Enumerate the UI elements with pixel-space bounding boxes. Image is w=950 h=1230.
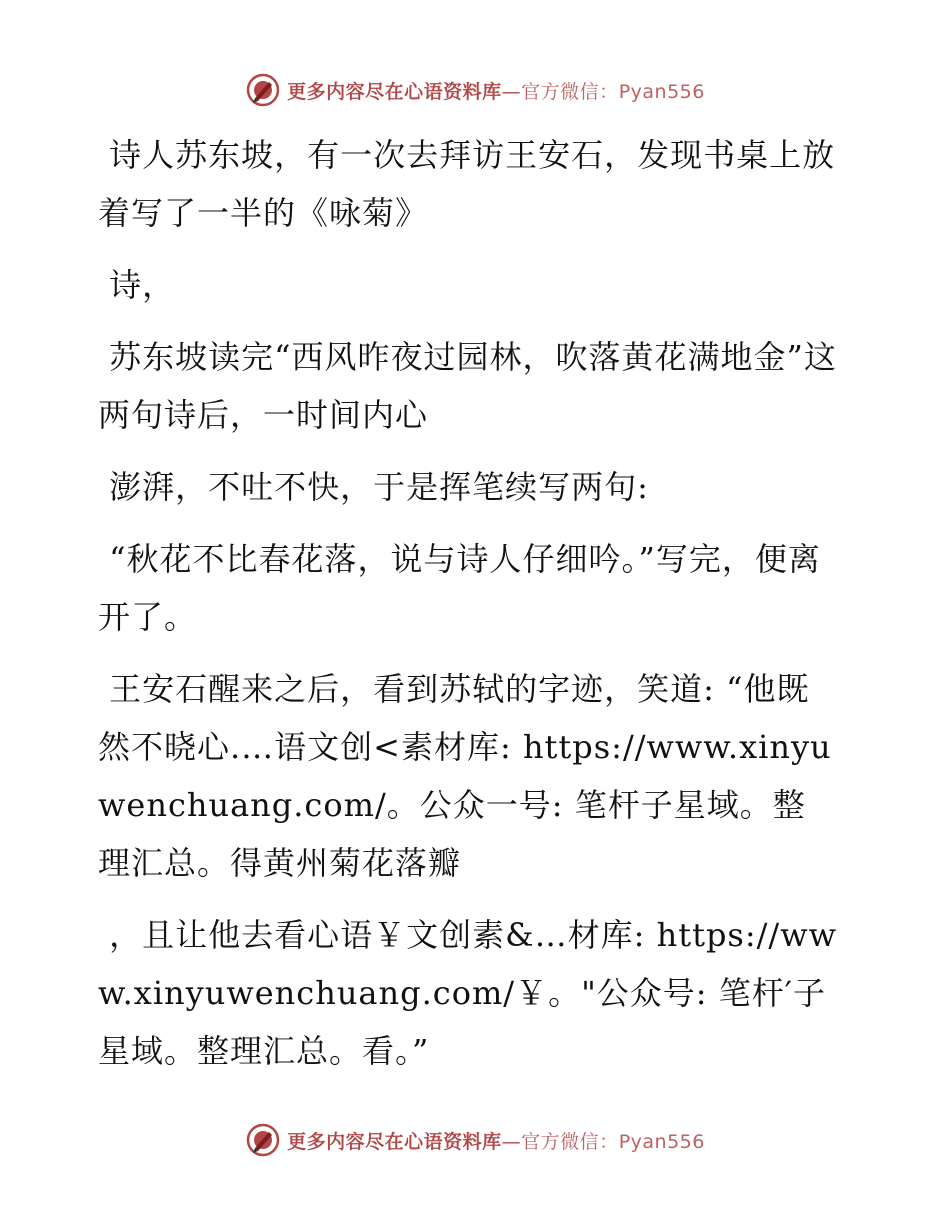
pen-logo-icon <box>245 72 281 108</box>
pen-logo-icon <box>245 1122 281 1158</box>
footer-account: Pyan556 <box>618 1130 705 1153</box>
header-wechat-label: 官方微信： <box>521 80 619 103</box>
header-lead: 更多内容尽在心语资料库 <box>287 80 502 103</box>
paragraph: ，且让他去看心语￥文创素&…材库: https://www.xinyuwenchuang.com/￥。"公众号: 笔杆′子星域。整理汇总。看。” <box>98 916 837 1070</box>
header-dash: — <box>501 80 522 103</box>
paragraph: 澎湃，不吐不快，于是挥笔续写两句: <box>98 468 649 506</box>
paragraph: 王安石醒来之后，看到苏轼的字迹，笑道: “他既然不晓心.…语文创<素材库: https://www.xinyuwenchuang.com/。公众一号: 笔杆子星域。整理汇总。得黄州菊花落瓣 <box>98 670 832 882</box>
footer-lead: 更多内容尽在心语资料库 <box>287 1130 502 1153</box>
paragraph: 诗人苏东坡，有一次去拜访王安石，发现书桌上放着写了一半的《咏菊》 <box>98 136 836 232</box>
paragraph: 诗， <box>98 266 176 304</box>
paragraph: 苏东坡读完“西风昨夜过园林，吹落黄花满地金”这两句诗后，一时间内心 <box>98 338 837 434</box>
header-text <box>287 77 705 104</box>
footer-dash: — <box>501 1130 522 1153</box>
header-account: Pyan556 <box>618 80 705 103</box>
header-banner <box>0 68 950 112</box>
footer-wechat-label: 官方微信： <box>521 1130 619 1153</box>
article-body <box>98 126 838 1094</box>
footer-banner <box>0 1118 950 1162</box>
footer-text <box>287 1127 705 1154</box>
paragraph: “秋花不比春花落，说与诗人仔细吟。”写完，便离开了。 <box>98 540 821 636</box>
